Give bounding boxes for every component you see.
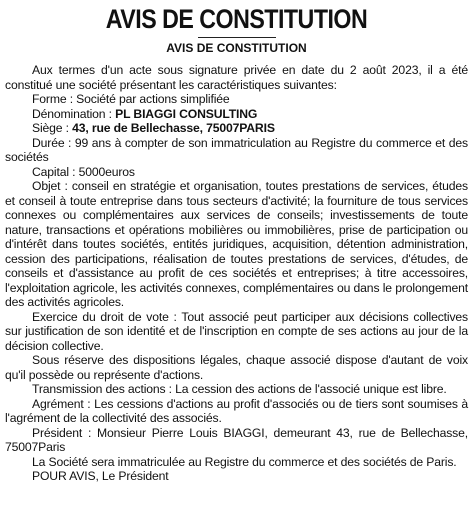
reserve-paragraph: Sous réserve des dispositions légales, chaque associé dispose d'autant de voix qu'il possède ou représente d'actions. [5,353,468,382]
siege-paragraph [5,121,468,136]
president-paragraph: Président : Monsieur Pierre Louis BIAGGI, demeurant 43, rue de Bellechasse, 75007Paris [5,425,468,454]
notice-body [5,63,468,484]
immatriculation-paragraph: La Société sera immatriculée au Registre du commerce et des sociétés de Paris. [32,454,457,469]
duree-paragraph: Durée : 99 ans à compter de son immatriculation au Registre du commerce et des sociétés [5,135,468,164]
transmission-paragraph: Transmission des actions : La cession des actions de l'associé unique est libre. [32,382,447,396]
denomination-value: PL BIAGGI CONSULTING [115,106,258,121]
signature-paragraph: POUR AVIS, Le Président [32,469,169,483]
forme-paragraph: Forme : Société par actions simplifiée [32,92,230,106]
intro-paragraph: Aux termes d'un acte sous signature privée en date du 2 août 2023, il a été constitué une société présentant les caractéristiques suivantes: [5,63,468,92]
exercice-paragraph: Exercice du droit de vote : Tout associé peut participer aux décisions collectives sur justification de son identité et de l'inscription en compte de ses actions au jour de la décision collective. [5,309,468,353]
notice-subtitle: AVIS DE CONSTITUTION [166,41,307,55]
siege-label: Siège : [32,121,73,135]
objet-paragraph: Objet : conseil en stratégie et organisation, toutes prestations de services, études et conseil à toute entreprise dans tous secteurs d'activité; la fourniture de tous services connexes ou complémentaires aux services de conseils; investissements de toute nature, transactions et opérations mobilières ou immobilières, prise de participation ou d'intérêt dans toutes sociétés, entités juridiques, acquisition, détention administration, cession des participations, réalisation de toutes prestations de services, d'études, de conseils et d'assistance au profit de ces sociétés et entreprises; à titre accessoires, l'exploitation agricole, les activités connexes, complémentaires ou dans le prolongement des activités agricoles. [5,179,468,309]
agrement-paragraph: Agrément : Les cessions d'actions au profit d'associés ou de tiers sont soumises à l'agrément de la collectivité des associés. [5,396,468,425]
denomination-label: Dénomination : [32,106,116,121]
siege-value: 43, rue de Bellechasse, 75007PARIS [72,121,275,135]
page-title: AVIS DE CONSTITUTION [105,4,368,34]
denomination-paragraph [5,107,468,122]
title-divider [198,37,276,38]
capital-paragraph: Capital : 5000euros [32,164,135,179]
